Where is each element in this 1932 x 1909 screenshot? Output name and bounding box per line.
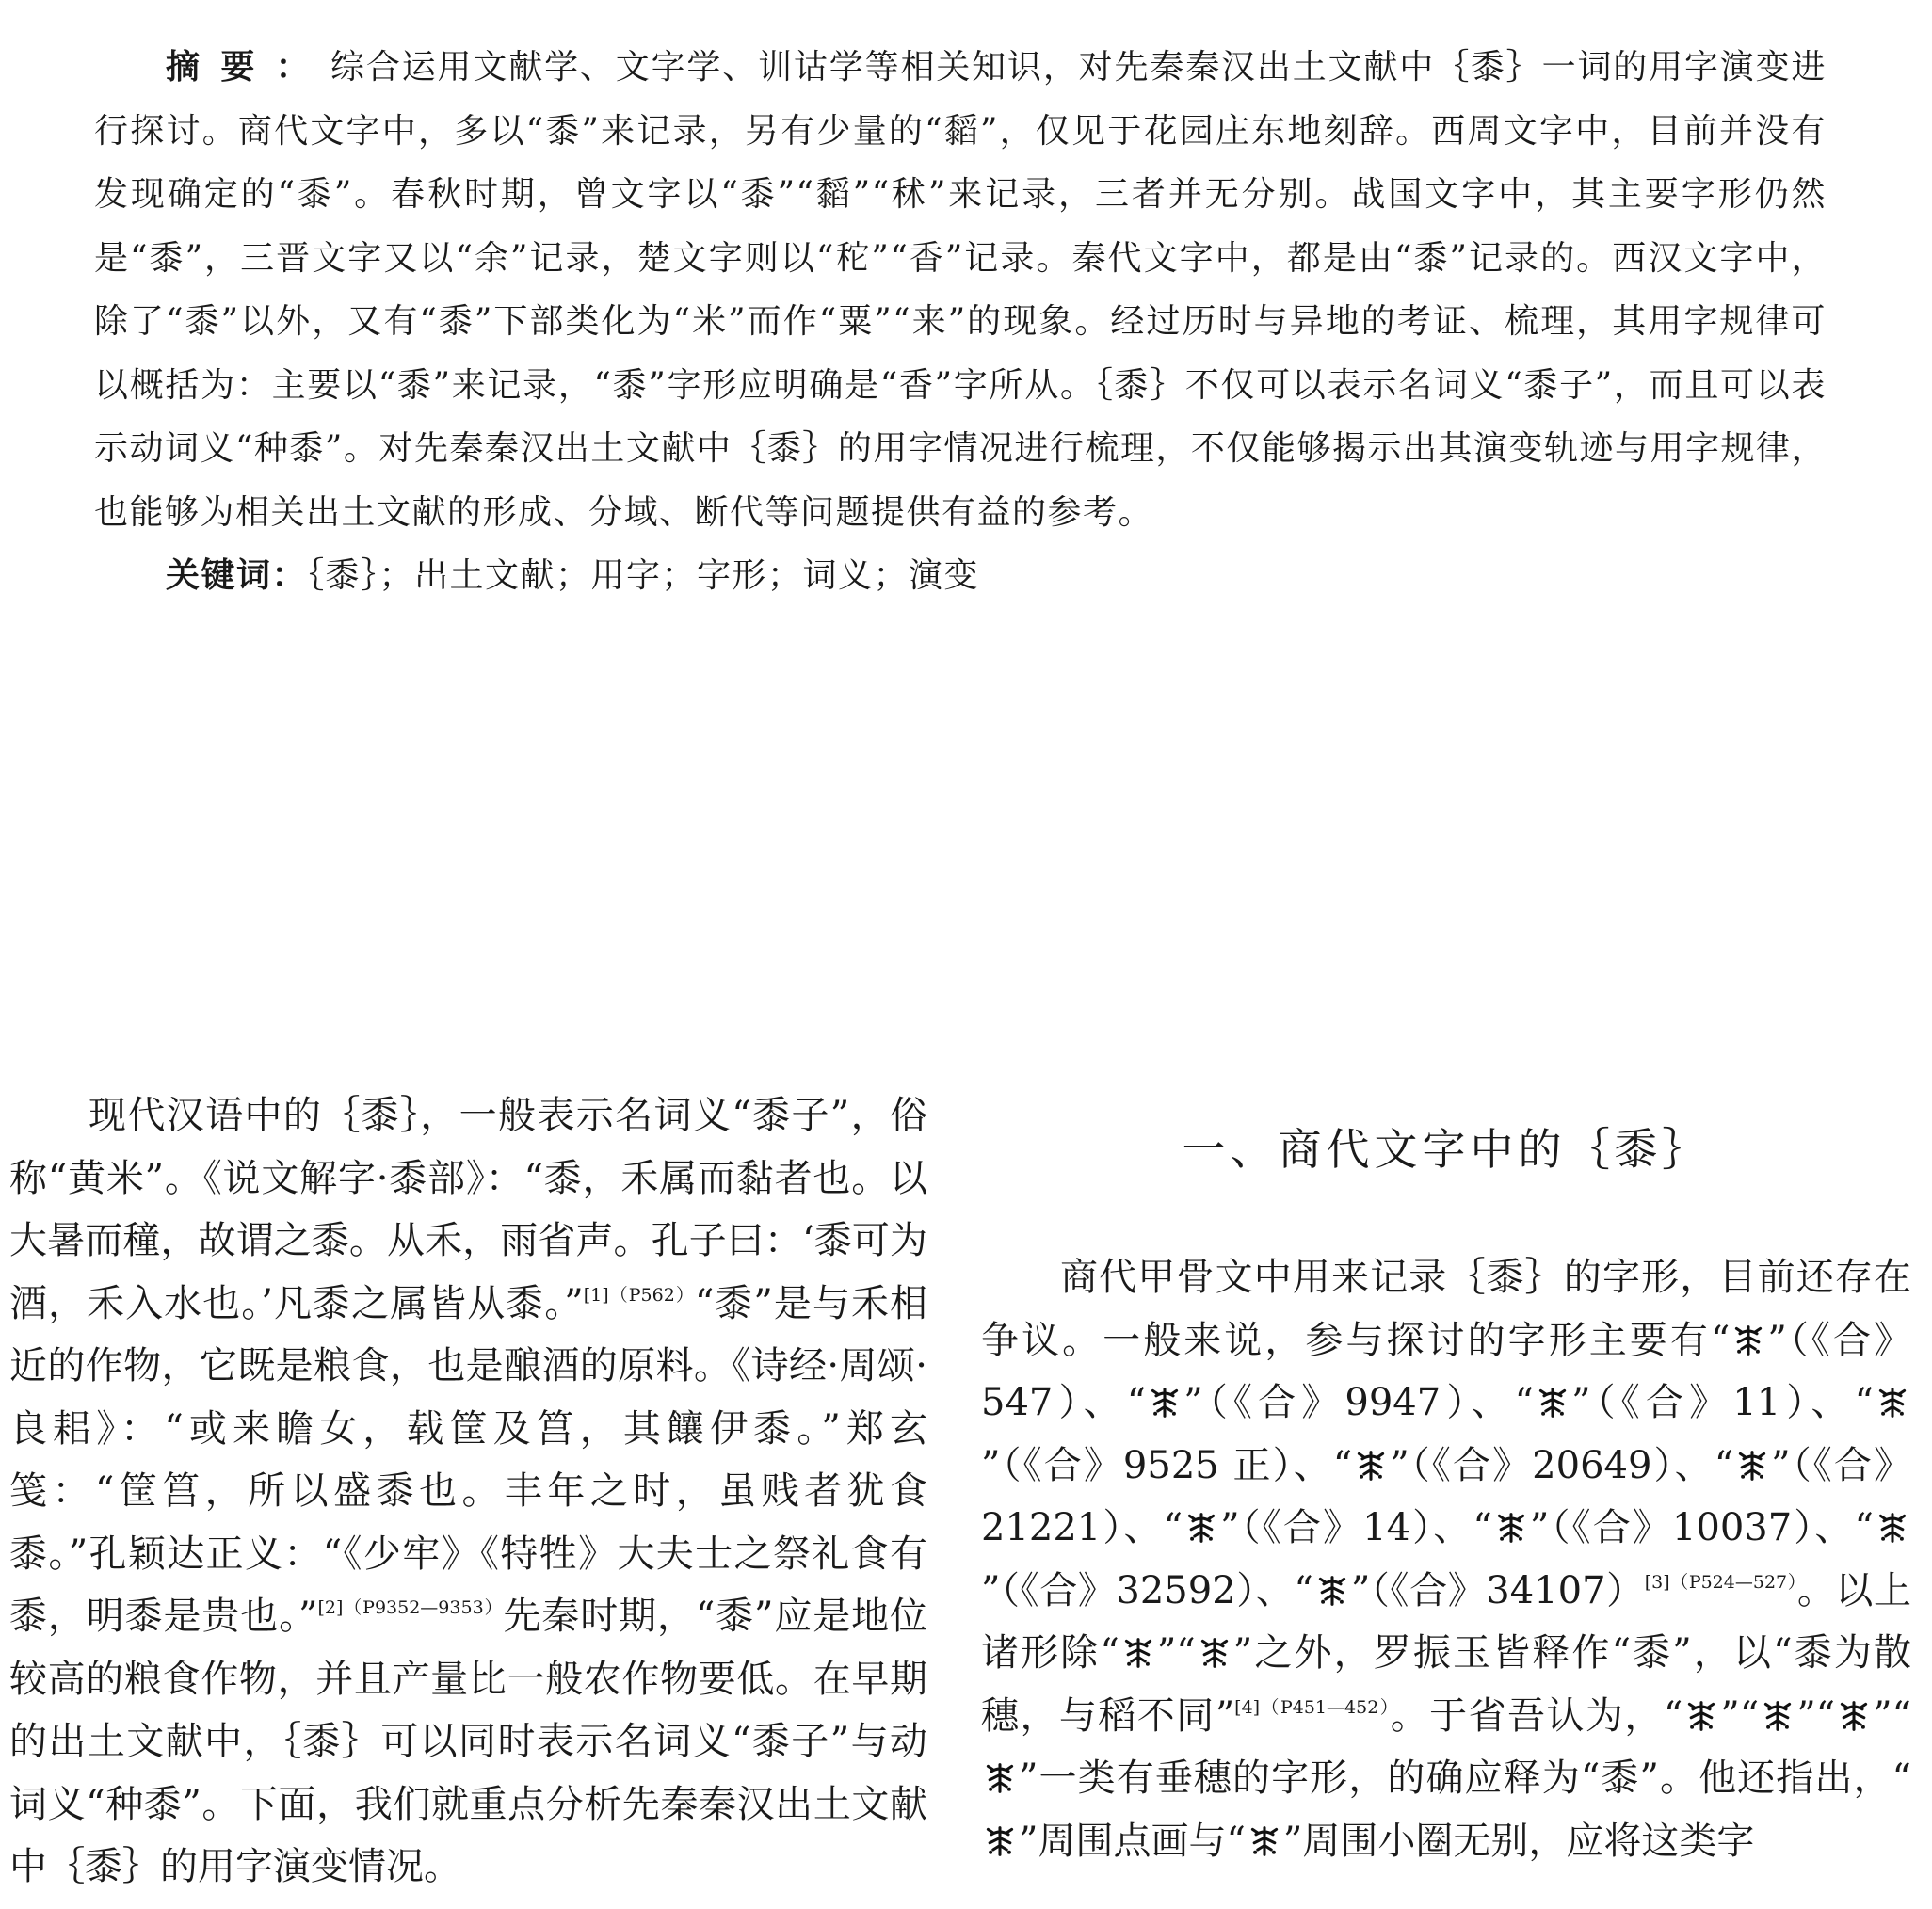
keywords-text: ｛黍｝；出土文献；用字；字形；词义；演变 (307, 556, 980, 595)
keywords-label: 关键词： (166, 556, 308, 595)
abstract-text: 综合运用文献学、文字学、训诂学等相关知识，对先秦秦汉出土文献中｛黍｝一词的用字演变进行探讨。商代文字中，多以“黍”来记录，另有少量的“䵚”，仅见于花园庄东地刻辞。西周文字中，目前并没有发现确定的“黍”。春秋时期，曾文字以“黍”“䵚”“秫”来记录，三者并无分别。战国文字中，其主要字形仍然是“黍”，三晋文字又以“余”记录，楚文字则以“𥞒”“香”记录。秦代文字中，都是由“黍”记录的。西汉文字中，除了“黍”以外，又有“黍”下部类化为“米”而作“粟”“来”的现象。经过历时与异地的考证、梳理，其用字规律可以概括为：主要以“黍”来记录，“黍”字形应明确是“香”字所从。｛黍｝不仅可以表示名词义“黍子”，而且可以表示动词义“种黍”。对先秦秦汉出土文献中｛黍｝的用字情况进行梳理，不仅能够揭示出其演变轨迹与用字规律，也能够为相关出土文献的形成、分域、断代等问题提供有益的参考。 (94, 48, 1827, 532)
oracle-bone-glyph-icon (1121, 1635, 1155, 1671)
oracle-bone-glyph-icon (1494, 1510, 1528, 1546)
oracle-bone-glyph-icon (1761, 1698, 1795, 1734)
citation-1: [1]（P562） (583, 1284, 695, 1306)
right-column (981, 1084, 1911, 1872)
oracle-bone-glyph-icon (1837, 1698, 1871, 1734)
oracle-bone-glyph-icon (1876, 1385, 1909, 1420)
oracle-bone-glyph-icon (1184, 1510, 1218, 1546)
left-column (9, 1084, 927, 1899)
oracle-bone-glyph-icon (1536, 1385, 1570, 1420)
oracle-bone-glyph-icon (983, 1823, 1017, 1859)
abstract-paragraph (94, 36, 1827, 544)
shang-paragraph: 商代甲骨文中用来记录｛黍｝的字形，目前还存在争议。一般来说，参与探讨的字形主要有“ ”（《合》547）、“ ”（《合》9947）、“ ”（《合》11）、“ ”（《合》9525 正）、“ ”（《合》20649）、“ ”（《合》21221）、“ ”（《合》14）、“ ”（《合》10037）、“ ”（《合》32592）、“ ”（《合》34107）$^{[3](P524—527)}$。以上诸形除“ ”“ ”之外，罗振玉皆释作“黍”，以“黍为散穗，与稻不同”$^{[4](P451—452)}$。于省吾认为，“ ”“ ”“ ”“ ”一类有垂穗的字形，的确应释为“黍”。他还指出，“ ”周围点画与“ ”周围小圈无别，应将这类字 (981, 1256, 1912, 1863)
oracle-bone-glyph-icon (1148, 1385, 1182, 1420)
oracle-bone-glyph-icon (1198, 1635, 1232, 1671)
oracle-bone-glyph-icon (1735, 1448, 1769, 1484)
oracle-bone-glyph-icon (1876, 1510, 1909, 1546)
oracle-bone-glyph-icon (1315, 1573, 1349, 1609)
oracle-bone-glyph-icon (1248, 1823, 1281, 1859)
intro-paragraph: 现代汉语中的｛黍｝，一般表示名词义“黍子”，俗称“黄米”。《说文解字·黍部》：“黍，禾属而黏者也。以大暑而穜，故谓之黍。从禾，雨省声。孔子曰：‘黍可为酒，禾入水也。’凡黍之属皆从黍。”$^{[1](P562)}$“黍”是与禾相近的作物，它既是粮食，也是酿酒的原料。《诗经·周颂·良耜》：“或来瞻女，载筐及筥，其饟伊黍。”郑玄笺：“筐筥，所以盛黍也。丰年之时，虽贱者犹食黍。”孔颖达正义：“《少牢》《特牲》大夫士之祭礼食有黍，明黍是贵也。”$^{[2](P9352—9353)}$先秦时期，“黍”应是地位较高的粮食作物，并且产量比一般农作物要低。在早期的出土文献中，｛黍｝可以同时表示名词义“黍子”与动词义“种黍”。下面，我们就重点分析先秦秦汉出土文献中｛黍｝的用字演变情况。 (9, 1094, 928, 1888)
abstract-label: 摘要： (166, 48, 331, 87)
oracle-bone-glyph-icon (983, 1760, 1017, 1796)
citation-2: [2]（P9352—9353） (317, 1597, 504, 1618)
abstract-section (94, 36, 1827, 608)
oracle-bone-glyph-icon (1731, 1323, 1765, 1358)
citation-3: [3]（P524—527） (1644, 1571, 1797, 1593)
citation-4: [4]（P451—452） (1234, 1696, 1391, 1718)
section-heading: 一、商代文字中的｛黍｝ (1182, 1124, 1711, 1175)
oracle-bone-glyph-icon (1684, 1698, 1718, 1734)
oracle-bone-glyph-icon (1354, 1448, 1388, 1484)
keywords-paragraph (94, 544, 1827, 608)
